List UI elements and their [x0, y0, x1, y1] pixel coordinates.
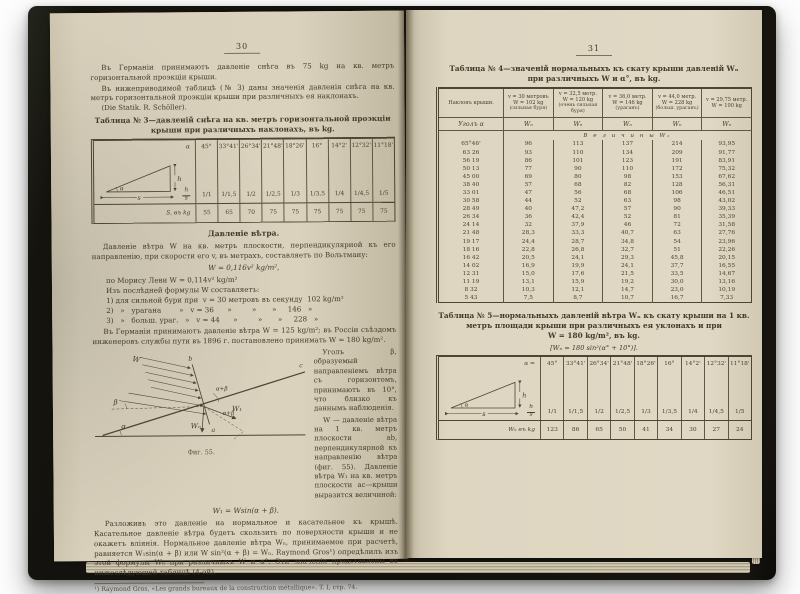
- table4-body: [438, 140, 752, 302]
- table4-value-cell: 46,51: [702, 189, 752, 197]
- spacer-cell: [196, 155, 218, 188]
- table4-value-cell: 40: [504, 205, 554, 213]
- table3-snow-value-cell: 75: [263, 203, 285, 221]
- wind-speed-item-1: 1) для сильной бури при v = 30 метровъ въ секунду 102 kg/m²: [106, 294, 344, 306]
- table4-value-cell: 68: [603, 189, 653, 197]
- paragraph-snow-germany: Въ Германіи принимаютъ давленіе снѣга въ 75 kg на кв. метръ горизонтальной проэкціи крыши.: [90, 60, 395, 82]
- table4-value-cell: 14,67: [702, 270, 752, 278]
- table4-value-cell: 82: [603, 181, 653, 189]
- table4-value-cell: 51: [652, 246, 702, 254]
- table3-angle-cell: 12°32': [351, 139, 373, 154]
- table4-value-cell: 32,7: [603, 246, 653, 254]
- source-reference: (Die Statik. R. Schöller).: [101, 103, 187, 113]
- table4-value-cell: 96: [504, 140, 554, 148]
- formula-intro-line: Изъ послѣдней формулы W составляетъ:: [105, 285, 260, 296]
- table4-wn-row: [438, 118, 752, 131]
- table4-value-cell: 72: [652, 221, 702, 229]
- fig55-alpha-label: α: [121, 421, 127, 431]
- table5-normal-wind-pressure: [436, 355, 752, 440]
- table4-value-cell: 113: [553, 140, 603, 148]
- table4-value-cell: 34,8: [603, 238, 653, 246]
- table5-formula: [Wₙ = 180 sin²(α° + 10°)].: [550, 343, 638, 352]
- spacer-cell: [705, 372, 728, 405]
- table4-value-cell: 56,31: [702, 181, 752, 189]
- triangle-alpha-label: α: [119, 186, 124, 193]
- table4-value-cell: 63: [652, 229, 702, 237]
- figure-55-block: [92, 348, 397, 505]
- table3-snow-value-cell: 70: [241, 204, 263, 222]
- table4-value-cell: 81: [652, 213, 702, 221]
- table4-value-cell: 47: [504, 189, 554, 197]
- table3-s-header: S, въ kg: [94, 204, 196, 223]
- table5-ratio-cell: 1/3,5: [658, 405, 681, 420]
- table3-snow-value-cell: 65: [218, 204, 240, 222]
- triangle2-alpha-label: α: [464, 402, 469, 409]
- table4-value-cell: 57: [603, 205, 653, 213]
- figure-55-caption: Фиг. 55.: [187, 448, 215, 457]
- spacer-cell: [658, 372, 681, 405]
- table4-value-cell: 28,7: [553, 238, 603, 246]
- book-gutter-shadow: [398, 10, 414, 562]
- table4-angle-cell: 11 19: [462, 279, 480, 286]
- table4-value-cell: 30,0: [652, 278, 702, 286]
- table4-angle-cell: 63 26: [462, 149, 480, 156]
- table4-value-cell: 15,0: [504, 270, 554, 278]
- table3-snow-value-cell: 55: [196, 204, 218, 222]
- w1-formula: W₁ = Wsin(α + β).: [212, 505, 279, 516]
- table3-snow-value-row: [94, 202, 394, 223]
- table4-angle-cell: 56 19: [462, 157, 480, 164]
- table4-value-cell: 20,5: [504, 254, 554, 262]
- table4-data-row: [438, 205, 752, 213]
- table4-col2-header: v = 32,5 метр. W = 120 kg (очень сильная буря): [553, 88, 603, 118]
- table3-ratio-cell: 1/2: [240, 188, 262, 203]
- table5-wn-value-cell: 86: [564, 421, 587, 439]
- table4-value-cell: 10,3: [504, 286, 554, 294]
- table4-value-cell: 40,7: [603, 229, 653, 237]
- paragraph-snow-table-intro: Въ нижеприводимой таблицѣ (№ 3) даны значенія давленія снѣга на кв. метръ горизонтальной проэкціи крыши при различныхъ ея наклонахъ.: [90, 81, 395, 103]
- table4-value-cell: 172: [652, 165, 702, 173]
- table4-angle-cell: 28 49: [462, 206, 480, 213]
- table4-value-cell: 98: [652, 197, 702, 205]
- wind-paragraph-2: Въ Германіи принимаютъ давленіе вѣтра W = 125 kg/m²; въ Россіи съѣздомъ инженеровъ службы пути въ 1896 г. постановлено принимать W = 180 kg/m².: [92, 325, 397, 347]
- table5-ratio-cell: 1/2: [588, 405, 611, 420]
- table3-angle-cell: 11°18': [373, 143, 394, 150]
- table3-ratio-cell: 1/1,5: [218, 188, 240, 203]
- table4-angle-cell: 14 02: [462, 262, 480, 269]
- table4-angle-cell: 33 01: [462, 189, 480, 196]
- table5-wn-value-cell: 50: [611, 421, 634, 439]
- table4-angle-cell: 21 48: [462, 230, 480, 237]
- table4-value-cell: 15,9: [553, 278, 603, 286]
- table5-ratio-header: $\frac{h}{s}$: [439, 405, 541, 420]
- table3-snow-value-cell: 75: [329, 203, 351, 221]
- spacer-cell: [729, 372, 751, 405]
- table3-snow-value-cell: 75: [351, 203, 373, 221]
- table4-value-cell: 86: [504, 157, 554, 165]
- table3-angle-cell: 14°2': [329, 139, 351, 154]
- fig55-w1-label: W₁: [231, 403, 243, 413]
- wind-pressure-heading: Давленіе вѣтра.: [207, 228, 280, 238]
- table5-wn-value-cell: 30: [682, 421, 705, 439]
- table3-ratio-cell: 1/1: [196, 188, 218, 203]
- table5-angle-cell: 33°41': [564, 357, 587, 372]
- spacer-cell: [635, 372, 658, 405]
- table4-value-cell: 93,95: [702, 140, 752, 148]
- table4-data-row: [438, 278, 752, 286]
- fig55-a-label: a: [211, 426, 216, 434]
- table4-data-row: [438, 148, 752, 156]
- table4-value-cell: 31,58: [702, 221, 752, 229]
- table4-data-row: [438, 262, 752, 270]
- table4-angle-cell: 50 13: [462, 165, 480, 172]
- table4-value-cell: 20,15: [702, 254, 752, 262]
- table4-data-row: [438, 165, 752, 173]
- table3-angle-cell: 26°34': [240, 140, 262, 155]
- table4-value-cell: 37,7: [652, 262, 702, 270]
- table4-value-cell: 7,5: [504, 294, 554, 303]
- table5-angle-cell: 18°26': [635, 357, 658, 372]
- table4-angle-cell: 16 42: [462, 254, 480, 261]
- triangle2-span-label: s: [482, 409, 486, 418]
- table4-value-cell: 98: [603, 173, 653, 181]
- table3-ratio-cell: 1/5: [378, 191, 389, 198]
- table4-value-cell: 36: [504, 213, 554, 221]
- table4-value-cell: 153: [652, 173, 702, 181]
- table5-title: Таблица № 5—нормальныхъ давленій вѣтра Wₙ къ скату крыши на 1 кв. метръ площади крыши при различныхъ ея уклонахъ и при W = 180 kg/m², въ kg.: [438, 311, 750, 340]
- table4-data-row: [438, 238, 752, 246]
- table4-angle-cell: 18 16: [462, 246, 480, 253]
- table3-snow-value-cell: 75: [307, 203, 329, 221]
- table4-value-cell: 110: [603, 165, 653, 173]
- spacer-cell: [240, 155, 262, 188]
- table4-value-cell: 33,5: [652, 270, 702, 278]
- table5-angle-cell: 12°32': [705, 357, 728, 372]
- table4-value-cell: 43,02: [702, 197, 752, 205]
- figure-55-wind-diagram: [92, 348, 309, 444]
- fig55-alpha-beta-label-1: α+β: [215, 386, 228, 393]
- table4-value-cell: 22,8: [504, 246, 554, 254]
- table3-alpha-header: α: [94, 140, 196, 156]
- table4-value-cell: 23,96: [702, 238, 752, 246]
- table3-angle-cell: 21°48': [262, 139, 284, 154]
- table4-value-cell: 13,16: [702, 278, 752, 286]
- table4-angle-cell: 26 34: [462, 214, 480, 221]
- table4-value-cell: 67,62: [702, 173, 752, 181]
- fig55-beta-label: β: [113, 397, 118, 407]
- table4-data-row: [438, 140, 752, 148]
- table4-header-row: [438, 88, 752, 118]
- table5-wn-value-cell: 24: [735, 426, 744, 433]
- table4-value-cell: 32: [504, 221, 554, 229]
- levi-formula-line: по Морису Леви W = 0,114v² kg/m²: [105, 275, 238, 286]
- table4-data-row: [438, 286, 752, 294]
- table4-value-cell: 52: [553, 197, 603, 205]
- table4-value-cell: 101: [553, 157, 603, 165]
- table4-value-cell: 93: [504, 148, 554, 156]
- table4-value-cell: 47,2: [553, 205, 603, 213]
- table4-normal-wind-pressures: [436, 87, 752, 304]
- table5-angle-cell: 26°34': [588, 357, 611, 372]
- table4-angle-header: Уголъ α: [438, 118, 504, 131]
- table3-title: Таблица № 3—давленій снѣга на кв. метръ горизонтальной проэкціи крыши при различныхъ наклонахъ, въ kg.: [94, 113, 391, 135]
- closing-paragraph: Разложивъ это давленіе на нормальное и касательное къ крышѣ. Касательное давленіе вѣтра будетъ скользить по поверхности крыши и не окажетъ вліянія. Нормальное давленіе вѣтра Wₙ, принимаемое при расчетѣ, равняется W₁sin(α + β) или W sin²(α + β) = Wₙ. Raymond Gros¹) опредѣлилъ изъ этой формулы Wₙ при различныхъ W и α°. Эти значенія представлены въ нижеслѣдующей таблицѣ (4-ой).: [93, 516, 399, 578]
- triangle-height-label: h: [177, 174, 182, 183]
- fig55-c-label: c: [299, 362, 303, 370]
- table4-value-cell: 110: [553, 148, 603, 156]
- table4-value-cell: 12,1: [553, 286, 603, 294]
- table4-value-cell: 16,9: [504, 262, 554, 270]
- left-page-number: 30: [224, 42, 260, 54]
- woltman-formula: W = 0,116v² kg/m²,: [208, 262, 280, 273]
- table4-wn-symbol: Wₙ: [603, 118, 653, 131]
- table4-value-cell: 128: [652, 181, 702, 189]
- spacer-cell: [541, 372, 564, 405]
- table3-ratio-cell: 1/4: [329, 187, 351, 202]
- table5-angle-cell: 21°48': [611, 357, 634, 372]
- table3-snow-value-cell: 75: [380, 208, 388, 215]
- table5-ratio-cell: 1/4,5: [705, 405, 728, 420]
- table4-data-row: [438, 270, 752, 278]
- triangle-span-label: s: [137, 193, 141, 202]
- table4-value-cell: 42,4: [553, 213, 603, 221]
- table4-value-cell: 77: [504, 165, 554, 173]
- table4-angle-cell: 30 58: [462, 198, 480, 205]
- spacer-cell: [284, 154, 306, 187]
- table4-data-row: [438, 229, 752, 237]
- left-page: [50, 11, 408, 593]
- table4-data-row: [438, 173, 752, 181]
- table4-value-cell: 83,91: [702, 157, 752, 165]
- table3-snow-value-cell: 75: [285, 203, 307, 221]
- table4-value-cell: 54: [652, 238, 702, 246]
- table4-data-row: [438, 221, 752, 229]
- wind-speed-item-2: 2) » урагана » v = 36 » » » 146 »: [106, 304, 313, 316]
- table4-data-row: [438, 181, 752, 189]
- spacer-cell: [329, 154, 351, 187]
- table4-value-cell: 45,8: [652, 254, 702, 262]
- table3-ratio-cell: 1/3,5: [307, 187, 329, 202]
- table4-value-cell: 80: [553, 173, 603, 181]
- table4-value-cell: 22,26: [702, 246, 752, 254]
- table4-value-cell: 123: [603, 157, 653, 165]
- table4-value-cell: 24,4: [504, 238, 554, 246]
- table5-wn-header: Wₙ въ kg: [439, 421, 541, 439]
- table4-value-cell: 21,5: [603, 270, 653, 278]
- table4-value-cell: 63: [603, 197, 653, 205]
- table4-value-cell: 68: [553, 181, 603, 189]
- table4-value-cell: 17,6: [553, 270, 603, 278]
- table3-ratio-cell: 1/4,5: [351, 187, 373, 202]
- roof-triangle-diagram: [98, 157, 186, 202]
- figure-55-side-text: [313, 348, 397, 503]
- table5-ratio-cell: 1/2,5: [611, 405, 634, 420]
- spacer-cell: [351, 154, 373, 187]
- table4-value-cell: 8,7: [553, 294, 603, 303]
- table4-value-cell: 39,33: [702, 205, 752, 213]
- fig55-side-paragraph-1: Уголъ β, образуемый направленіемъ вѣтра съ горизонтомъ, принимаютъ въ 10°, что близко къ даннымъ наблюденія.: [313, 347, 397, 413]
- table4-value-cell: 35,39: [702, 213, 752, 221]
- table5-wn-value-cell: 65: [588, 421, 611, 439]
- table4-title: Таблица № 4—значеній нормальныхъ къ скату крыши давленій Wₙ при различныхъ W и α°, въ kg.: [449, 64, 739, 83]
- spacer-cell: [682, 372, 705, 405]
- table4-value-cell: 7,33: [702, 294, 752, 303]
- table4-value-cell: 56: [553, 189, 603, 197]
- table4-value-cell: 16,55: [702, 262, 752, 270]
- table4-angle-cell: 8 32: [464, 287, 478, 294]
- table4-angle-cell: 38 40: [462, 181, 480, 188]
- table4-value-cell: 91,77: [702, 148, 752, 156]
- spacer-cell: [588, 372, 611, 405]
- table4-value-cell: 106: [652, 189, 702, 197]
- table4-value-cell: 214: [652, 140, 702, 148]
- table4-value-cell: 24,1: [603, 262, 653, 270]
- table4-angle-cell: 12 31: [462, 270, 480, 277]
- table4-col4-header: v = 44,0 метр. W = 228 kg (больш. ураганъ): [652, 88, 702, 118]
- table4-col3-header: v = 36,0 метр. W = 146 kg (ураганъ): [603, 88, 653, 118]
- table4-wn-symbol: Wₙ: [652, 118, 702, 131]
- table5-ratio-cell: 1/3: [635, 405, 658, 420]
- table5-wn-value-row: [439, 420, 751, 439]
- table3-angle-cell: 16°: [306, 139, 328, 154]
- table4-value-cell: 29,3: [603, 254, 653, 262]
- table4-data-row: [438, 197, 752, 205]
- roof-triangle-diagram-2: [443, 374, 531, 418]
- table4-angle-cell: 65°46': [461, 141, 481, 148]
- table4-value-cell: 137: [603, 140, 653, 148]
- table5-angle-cell: 14°2': [682, 357, 705, 372]
- table4-col0-header: Наклонъ крыши.: [438, 88, 504, 118]
- table3-ratio-cell: 1/3: [285, 187, 307, 202]
- table5-ratio-cell: 1/5: [734, 409, 745, 416]
- table5-ratio-cell: 1/1: [541, 405, 564, 420]
- table4-angle-cell: 24 14: [462, 222, 480, 229]
- table4-value-cell: 33,3: [553, 229, 603, 237]
- table4-value-cell: 10,7: [603, 294, 653, 303]
- table4-value-cell: 90: [553, 165, 603, 173]
- spacer-cell: [218, 155, 240, 188]
- table4-value-cell: 134: [603, 148, 653, 156]
- table4-value-cell: 57: [504, 181, 554, 189]
- table5-wn-value-cell: 27: [705, 421, 728, 439]
- table4-value-cell: 16,7: [652, 294, 702, 303]
- table4-value-cell: 26,8: [553, 246, 603, 254]
- table4-value-cell: 209: [652, 148, 702, 156]
- table4-values-caption: В е л и ч и н ы Wₙ: [504, 131, 752, 141]
- table3-snow-pressure: [91, 137, 396, 224]
- table4-data-row: [438, 157, 752, 165]
- triangle2-height-label: h: [522, 391, 527, 400]
- table4-value-cell: 14,7: [603, 286, 653, 294]
- table5-ratio-cell: 1/4: [682, 405, 705, 420]
- table4-value-cell: 90: [652, 205, 702, 213]
- table4-wn-symbol: Wₙ: [702, 118, 752, 131]
- table4-value-cell: 27,76: [702, 229, 752, 237]
- table4-wn-symbol: Wₙ: [504, 118, 554, 131]
- spacer-cell: [262, 154, 284, 187]
- wind-paragraph-1: Давленіе вѣтра W на кв. метръ плоскости, перпендикулярной къ его направленію, при скорости его v, въ метрахъ, составляетъ по Вольтману:: [91, 239, 396, 261]
- fig55-wn-label: Wₙ: [190, 421, 201, 431]
- table3-ratio-cell: 1/2,5: [263, 187, 285, 202]
- table5-wn-value-cell: 34: [658, 421, 681, 439]
- table5-wn-value-cell: 41: [635, 421, 658, 439]
- fig55-w-label: W: [131, 354, 141, 365]
- table4-data-row: [438, 246, 752, 254]
- fig55-side-paragraph-2: W — давленіе вѣтра на 1 кв. метръ плоскости ab, перпендикулярной къ направленію вѣтра (фиг. 55). Давленіе вѣтра W₁ на кв. метръ плоскости ac—крыши выразится величиной:: [314, 415, 398, 500]
- table3-angle-cell: 33°41': [218, 140, 240, 155]
- table4-angle-cell: 19 17: [462, 238, 480, 245]
- table4-value-cell: 75,32: [702, 165, 752, 173]
- table4-angle-cell: 5 43: [464, 295, 478, 302]
- table4-data-row: [438, 213, 752, 221]
- footnote-rule: [94, 582, 204, 584]
- spacer-cell: [373, 154, 394, 187]
- table4-values-caption-row: [438, 131, 752, 141]
- table4-value-cell: 69: [504, 173, 554, 181]
- table4-value-cell: 44: [504, 197, 554, 205]
- table4-value-cell: 19,9: [553, 262, 603, 270]
- table4-value-cell: 28,3: [504, 229, 554, 237]
- table4-angle-cell: 45 00: [462, 173, 480, 180]
- table5-alpha-header: α =: [439, 357, 541, 372]
- table4-value-cell: 24,1: [553, 254, 603, 262]
- wind-speed-item-3: 3) » больш. ураг. » v = 44 » » » 228 »: [106, 314, 319, 326]
- table4-wn-symbol: Wₙ: [553, 118, 603, 131]
- table4-data-row: [438, 254, 752, 262]
- table5-angle-cell: 45°: [541, 357, 564, 372]
- table4-data-row: [438, 294, 752, 303]
- footnote-raymond-gros: ¹) Raymond Gros, «Les grands bureaux de la construction métallique». T. I, стр. 74.: [94, 583, 358, 593]
- spacer-cell: [307, 154, 329, 187]
- table5-angle-row: [439, 357, 751, 372]
- table5-angle-cell: 16°: [658, 357, 681, 372]
- table4-value-cell: 37,9: [553, 221, 603, 229]
- table4-value-cell: 19,2: [603, 278, 653, 286]
- right-page-number: 31: [576, 44, 612, 56]
- table3-angle-cell: 45°: [196, 140, 218, 155]
- fig55-b-label: b: [188, 355, 193, 363]
- fig55-alpha-beta-label-2: α+β: [222, 410, 235, 417]
- table4-value-cell: 13,1: [504, 278, 554, 286]
- spacer-cell: [611, 372, 634, 405]
- table5-ratio-cell: 1/1,5: [564, 405, 587, 420]
- table4-col1-header: v = 30 метровъ W = 102 kg (сильная буря): [504, 88, 554, 118]
- table4-value-cell: 46: [603, 221, 653, 229]
- right-page: [406, 10, 762, 558]
- table4-data-row: [438, 189, 752, 197]
- table5-angle-cell: 11°18': [729, 361, 750, 368]
- spacer-cell: [564, 372, 587, 405]
- table4-value-cell: 23,0: [652, 286, 702, 294]
- table4-value-cell: 10,19: [702, 286, 752, 294]
- table3-ratio-header: $\frac{h}{s}$: [94, 188, 196, 204]
- table3-angle-cell: 18°26': [284, 139, 306, 154]
- table5-wn-value-cell: 123: [541, 421, 564, 439]
- table4-value-cell: 191: [652, 157, 702, 165]
- table4-col5-header: v = 29,75 метр. W = 100 kg: [702, 88, 752, 118]
- table4-value-cell: 52: [603, 213, 653, 221]
